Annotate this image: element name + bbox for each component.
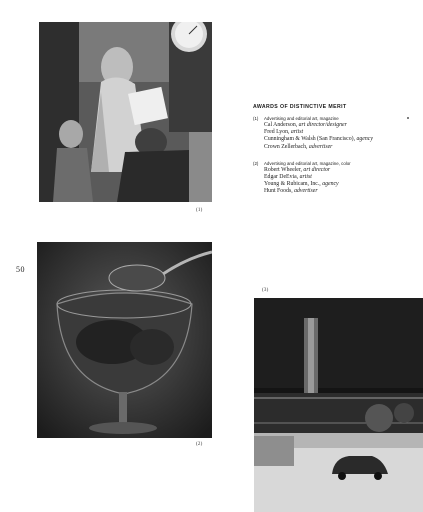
- award-entry: [253, 161, 423, 196]
- credit-line: Cal Anderson, art director/designer: [264, 122, 347, 128]
- photo-caption: (2): [196, 442, 203, 447]
- credit-line: Robert Wheeler, art director: [264, 166, 331, 173]
- award-entry: [253, 116, 423, 151]
- credit-line: Young & Rubicam, Inc., agency: [264, 181, 339, 188]
- award-category: Advertising and editorial art, magazine: [264, 116, 339, 121]
- award-category: Advertising and editorial art, magazine, color: [264, 160, 351, 166]
- award-number: (2): [253, 160, 259, 166]
- credit-line: Fred Lyon, artist: [264, 129, 304, 136]
- credit-line: Hunt Foods, advertiser: [264, 188, 318, 195]
- photo-dessert-glass-with-spoon: [37, 242, 212, 438]
- credit-line: Crown Zellerbach, advertiser: [264, 143, 333, 150]
- awards-list: [253, 104, 423, 202]
- photo-mother-and-child-at-market: [39, 22, 212, 202]
- photo-street-scene-with-car: [254, 298, 423, 512]
- awards-title: AWARDS OF DISTINCTIVE MERIT: [253, 104, 347, 110]
- photo-caption: (1): [196, 208, 203, 213]
- photo-caption: (3): [262, 288, 269, 293]
- credit-line: Cunningham & Walsh (San Francisco), agency: [264, 136, 373, 143]
- award-number: (1): [253, 116, 259, 121]
- page-number: 50: [16, 265, 25, 274]
- credit-line: Edgar DeEvia, artist: [264, 174, 312, 181]
